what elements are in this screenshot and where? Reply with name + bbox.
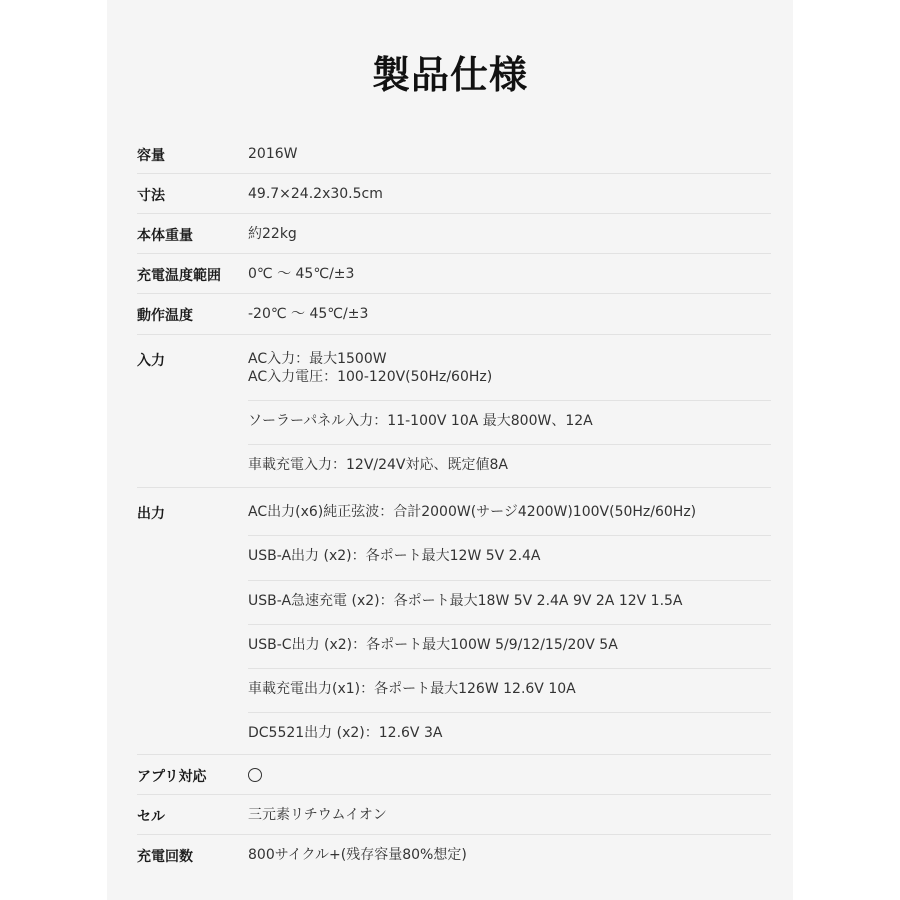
spec-row-output: [137, 488, 771, 755]
spec-value: AC入力電圧：100-120V(50Hz/60Hz): [248, 369, 493, 385]
spec-row-dimensions: [137, 174, 771, 214]
spec-subgroup: [248, 713, 771, 754]
spec-label: アプリ対応: [137, 769, 207, 785]
spec-row-app: [137, 755, 771, 795]
spec-subgroup: [248, 488, 771, 536]
spec-label: 入力: [137, 353, 165, 369]
spec-subgroup: [248, 445, 771, 487]
spec-value: DC5521出力 (x2)：12.6V 3A: [248, 725, 443, 741]
spec-label: 寸法: [137, 188, 165, 204]
spec-panel: [107, 0, 793, 900]
spec-label: 充電回数: [137, 849, 193, 865]
spec-value: 車載充電入力：12V/24V対応、既定値8A: [248, 457, 508, 473]
spec-row-operating-temp: [137, 294, 771, 335]
spec-value: USB-A急速充電 (x2)：各ポート最大18W 5V 2.4A 9V 2A 12V 1.5A: [248, 593, 683, 609]
spec-row-input: [137, 335, 771, 488]
spec-value: 2016W: [248, 146, 298, 162]
spec-label: 容量: [137, 148, 165, 164]
spec-subgroup: [248, 625, 771, 669]
circle-icon: [248, 768, 262, 782]
spec-row-charge-temp: [137, 254, 771, 294]
spec-row-weight: [137, 214, 771, 254]
spec-label: 充電温度範囲: [137, 268, 221, 284]
spec-table: [137, 134, 771, 874]
spec-subgroup: [248, 581, 771, 625]
spec-value: 三元素リチウムイオン: [248, 807, 387, 823]
spec-subgroup: [248, 335, 771, 401]
spec-value: ソーラーパネル入力：11-100V 10A 最大800W、12A: [248, 413, 593, 429]
spec-subgroup: [248, 536, 771, 581]
spec-value: AC出力(x6)純正弦波：合計2000W(サージ4200W)100V(50Hz/60Hz): [248, 504, 697, 520]
spec-label: 動作温度: [137, 308, 193, 324]
spec-value: 800サイクル+(残存容量80%想定): [248, 847, 467, 863]
spec-label: セル: [137, 809, 165, 825]
spec-value: -20℃ ～ 45℃/±3: [248, 306, 369, 322]
spec-value: USB-A出力 (x2)：各ポート最大12W 5V 2.4A: [248, 548, 541, 564]
spec-value: AC入力：最大1500W: [248, 351, 387, 367]
spec-subgroup: [248, 669, 771, 713]
page-title: 製品仕様: [371, 53, 528, 97]
spec-row-cell: [137, 795, 771, 835]
spec-value: 車載充電出力(x1)：各ポート最大126W 12.6V 10A: [248, 681, 576, 697]
spec-row-capacity: [137, 134, 771, 174]
spec-value: 0℃ ～ 45℃/±3: [248, 266, 355, 282]
spec-label: 出力: [137, 506, 165, 522]
spec-value: USB-C出力 (x2)：各ポート最大100W 5/9/12/15/20V 5A: [248, 637, 618, 653]
spec-value: 49.7×24.2x30.5cm: [248, 186, 383, 202]
spec-value: 約22kg: [248, 226, 297, 242]
spec-row-cycles: [137, 835, 771, 874]
spec-subgroup: [248, 401, 771, 445]
spec-label: 本体重量: [137, 228, 193, 244]
